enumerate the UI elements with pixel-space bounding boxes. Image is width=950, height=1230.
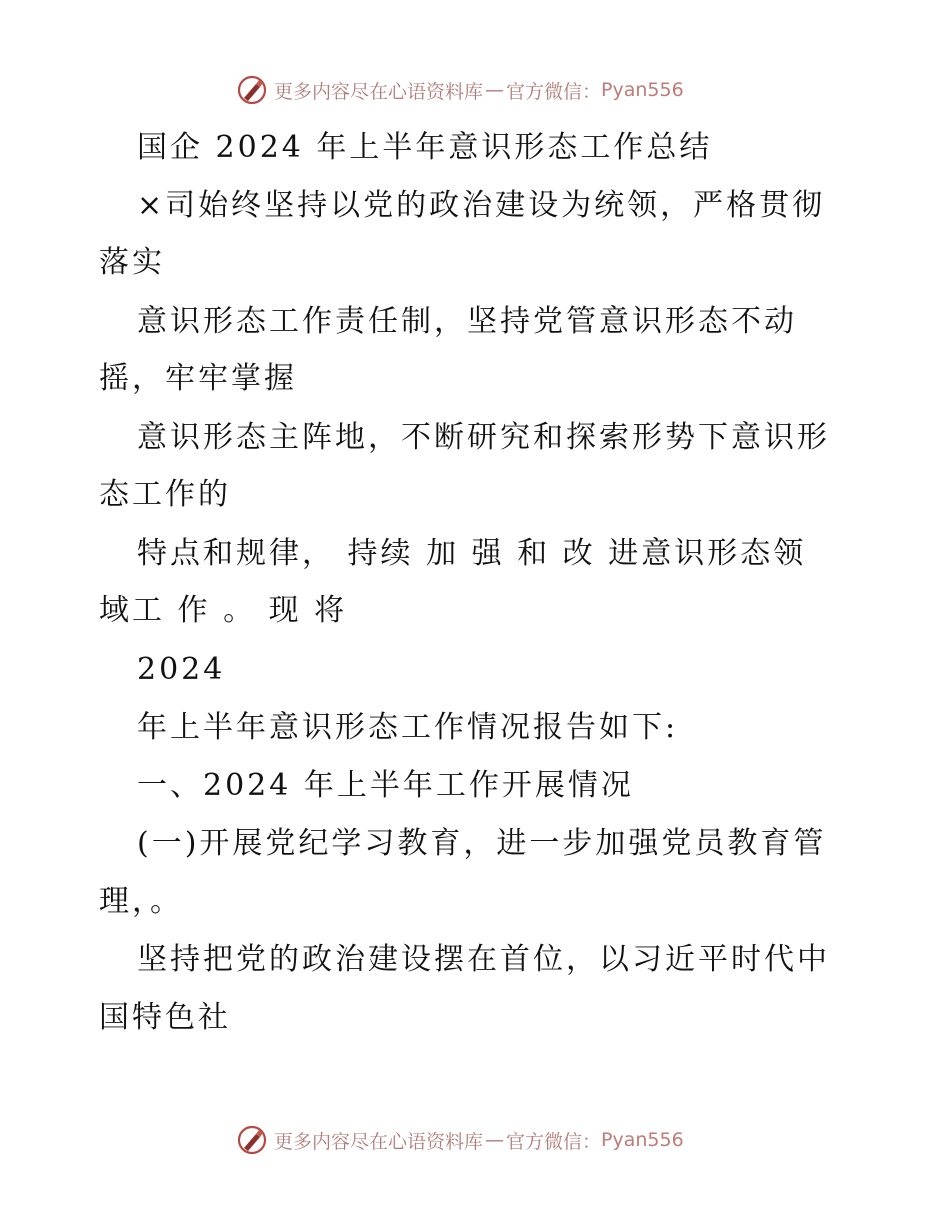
paragraph-line: 特点和规律， 持续 加 强 和 改 进意识形态领 [137, 536, 807, 571]
document-title: 国企 2024 年上半年意识形态工作总结 [137, 130, 713, 165]
subsection-heading: (一)开展党纪学习教育，进一步加强党员教育管 [137, 826, 827, 861]
watermark-promo-text: 更多内容尽在心语资料库 [274, 80, 484, 103]
paragraph-line: 态工作的 [99, 477, 231, 512]
watermark-dash: — [485, 1129, 505, 1151]
paragraph-line: 国特色社 [99, 1000, 231, 1035]
paragraph-line: 摇，牢牢掌握 [99, 361, 297, 396]
paragraph-line: 意识形态工作责任制，坚持党管意识形态不动 [137, 304, 797, 339]
pen-circle-logo-icon [236, 1124, 268, 1156]
watermark-wechat-label: 官方微信： [506, 80, 602, 103]
watermark-dash: — [485, 79, 505, 101]
watermark-promo-text: 更多内容尽在心语资料库 [274, 1130, 484, 1153]
watermark-wechat-id: Pyan556 [601, 1129, 684, 1151]
paragraph-line: 2024 [137, 652, 226, 687]
paragraph-line: 意识形态主阵地，不断研究和探索形势下意识形 [137, 420, 830, 455]
paragraph-line: 理，。 [99, 884, 183, 919]
paragraph-line: 年上半年意识形态工作情况报告如下: [137, 710, 679, 745]
paragraph-line: ×司始终坚持以党的政治建设为统领，严格贯彻 [137, 188, 826, 223]
pen-circle-logo-icon [236, 74, 268, 106]
watermark-banner-bottom [236, 1122, 684, 1158]
section-heading: 一、2024 年上半年工作开展情况 [137, 768, 634, 803]
watermark-wechat-id: Pyan556 [601, 79, 684, 101]
paragraph-line: 落实 [99, 245, 165, 280]
paragraph-line: 域工 作 。 现 将 [99, 593, 348, 628]
watermark-banner-top [236, 72, 684, 108]
watermark-wechat-label: 官方微信： [506, 1130, 602, 1153]
paragraph-line: 坚持把党的政治建设摆在首位，以习近平时代中 [137, 942, 830, 977]
